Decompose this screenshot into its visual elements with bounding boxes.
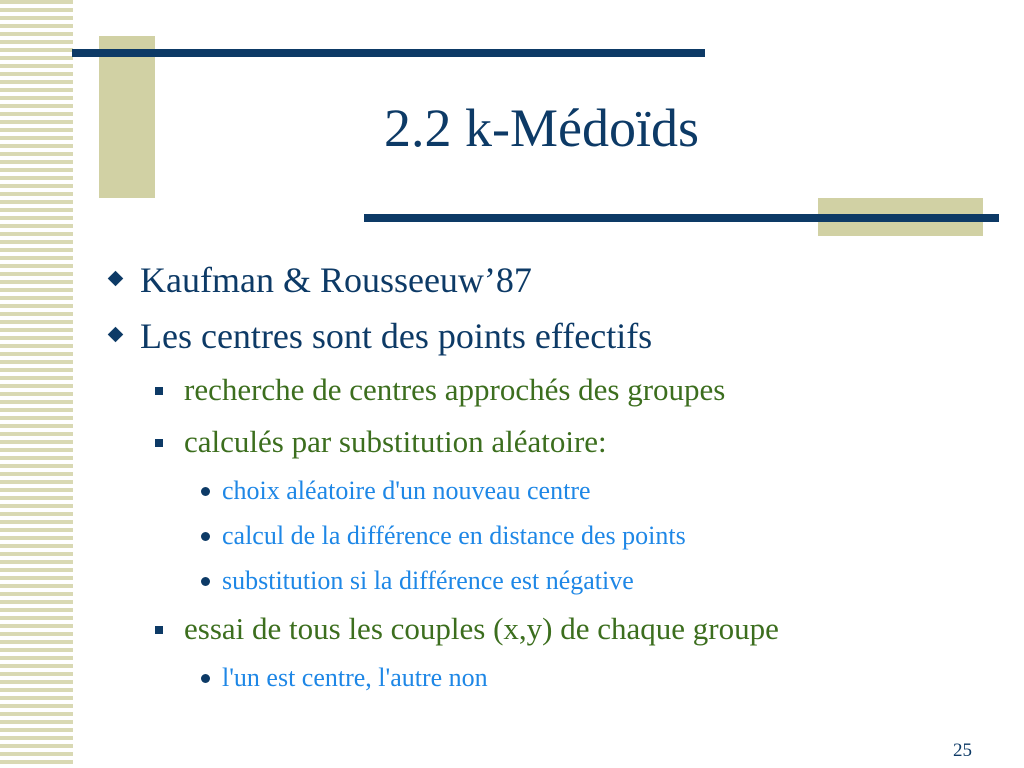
bullet-text: Kaufman & Rousseeuw’87 xyxy=(140,260,532,300)
bullet-text: Les centres sont des points effectifs xyxy=(140,316,653,356)
sub-bullet-item xyxy=(104,416,1004,468)
dot-bullet-icon xyxy=(201,674,210,683)
sub-sub-bullet-text: calcul de la différence en distance des points xyxy=(222,521,686,550)
sub-bullet-text: essai de tous les couples (x,y) de chaque groupe xyxy=(184,611,779,646)
sub-sub-bullet-item xyxy=(104,558,1004,603)
sub-sub-bullet-text: l'un est centre, l'autre non xyxy=(222,663,488,692)
square-bullet-icon xyxy=(155,626,163,634)
diamond-bullet-icon xyxy=(108,327,124,343)
decorative-stripe-band xyxy=(0,0,73,768)
sub-sub-bullet-text: choix aléatoire d'un nouveau centre xyxy=(222,476,591,505)
bullet-item xyxy=(104,252,1004,308)
decorative-block-left xyxy=(99,36,155,198)
slide-title: 2.2 k-Médoïds xyxy=(384,98,699,158)
sub-sub-bullet-text: substitution si la différence est négative xyxy=(222,566,634,595)
dot-bullet-icon xyxy=(201,487,210,496)
dot-bullet-icon xyxy=(201,532,210,541)
dot-bullet-icon xyxy=(201,577,210,586)
diamond-bullet-icon xyxy=(108,271,124,287)
sub-bullet-item xyxy=(104,364,1004,416)
square-bullet-icon xyxy=(155,439,163,447)
sub-bullet-text: recherche de centres approchés des groupes xyxy=(184,372,726,407)
sub-bullet-text: calculés par substitution aléatoire: xyxy=(184,424,607,459)
decorative-rule-bottom xyxy=(364,214,999,222)
bullet-list xyxy=(104,252,1004,700)
decorative-rule-top xyxy=(72,49,705,57)
bullet-item xyxy=(104,308,1004,364)
sub-sub-bullet-item xyxy=(104,655,1004,700)
page-number: 25 xyxy=(953,740,972,761)
sub-bullet-item xyxy=(104,603,1004,655)
sub-sub-bullet-item xyxy=(104,468,1004,513)
square-bullet-icon xyxy=(155,387,163,395)
sub-sub-bullet-item xyxy=(104,513,1004,558)
